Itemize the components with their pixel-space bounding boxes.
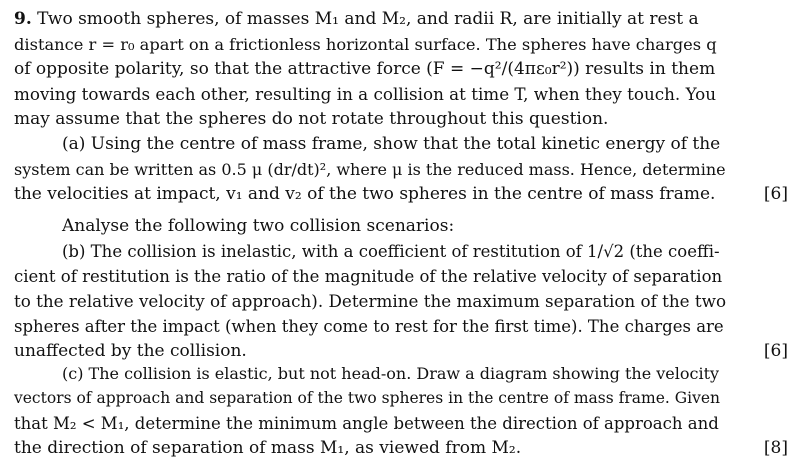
part-c-line-3: that M₂ < M₁, determine the minimum angle between the direction of approach and <box>14 414 719 433</box>
part-b-line-3: to the relative velocity of approach). Determine the maximum separation of the two <box>14 291 727 311</box>
part-b-line-5: unaffected by the collision. <box>14 341 247 361</box>
question-intro-line-2: distance r = r₀ apart on a frictionless horizontal surface. The spheres have charges q <box>14 35 717 54</box>
question-intro-line-1: 9. Two smooth spheres, of masses M₁ and M₂, and radii R, are initially at rest a <box>14 9 699 29</box>
part-b-line-4: spheres after the impact (when they come to rest for the first time). The charges are <box>14 317 724 336</box>
question-number: 9. <box>14 9 32 29</box>
part-a-line-1: (a) Using the centre of mass frame, show that the total kinetic energy of the <box>62 134 721 154</box>
part-b-line-2: cient of restitution is the ratio of the magnitude of the relative velocity of separation <box>14 267 723 286</box>
part-b-marks: [6] <box>763 341 788 361</box>
part-b-line-1: (b) The collision is inelastic, with a coefficient of restitution of 1/√2 (the coeffi- <box>62 242 720 261</box>
part-a-line-3: the velocities at impact, v₁ and v₂ of the two spheres in the centre of mass frame. <box>14 184 716 204</box>
part-a-marks: [6] <box>763 184 788 204</box>
part-a-line-2: system can be written as 0.5 μ (dr/dt)², where μ is the reduced mass. Hence, determine <box>14 160 726 179</box>
question-intro-line-5: may assume that the spheres do not rotate throughout this question. <box>14 109 609 129</box>
question-intro-line-4: moving towards each other, resulting in a collision at time T, when they touch. You <box>14 84 717 104</box>
part-c-line-1: (c) The collision is elastic, but not head-on. Draw a diagram showing the velocity <box>62 364 720 383</box>
part-c-line-4: the direction of separation of mass M₁, as viewed from M₂. <box>14 438 522 458</box>
scenarios-heading: Analyse the following two collision scenarios: <box>62 216 455 236</box>
part-c-line-2: vectors of approach and separation of the two spheres in the centre of mass frame. Given <box>14 389 720 407</box>
question-intro-line-3: of opposite polarity, so that the attractive force (F = −q²/(4πε₀r²)) results in them <box>14 59 716 79</box>
part-c-marks: [8] <box>763 438 788 458</box>
